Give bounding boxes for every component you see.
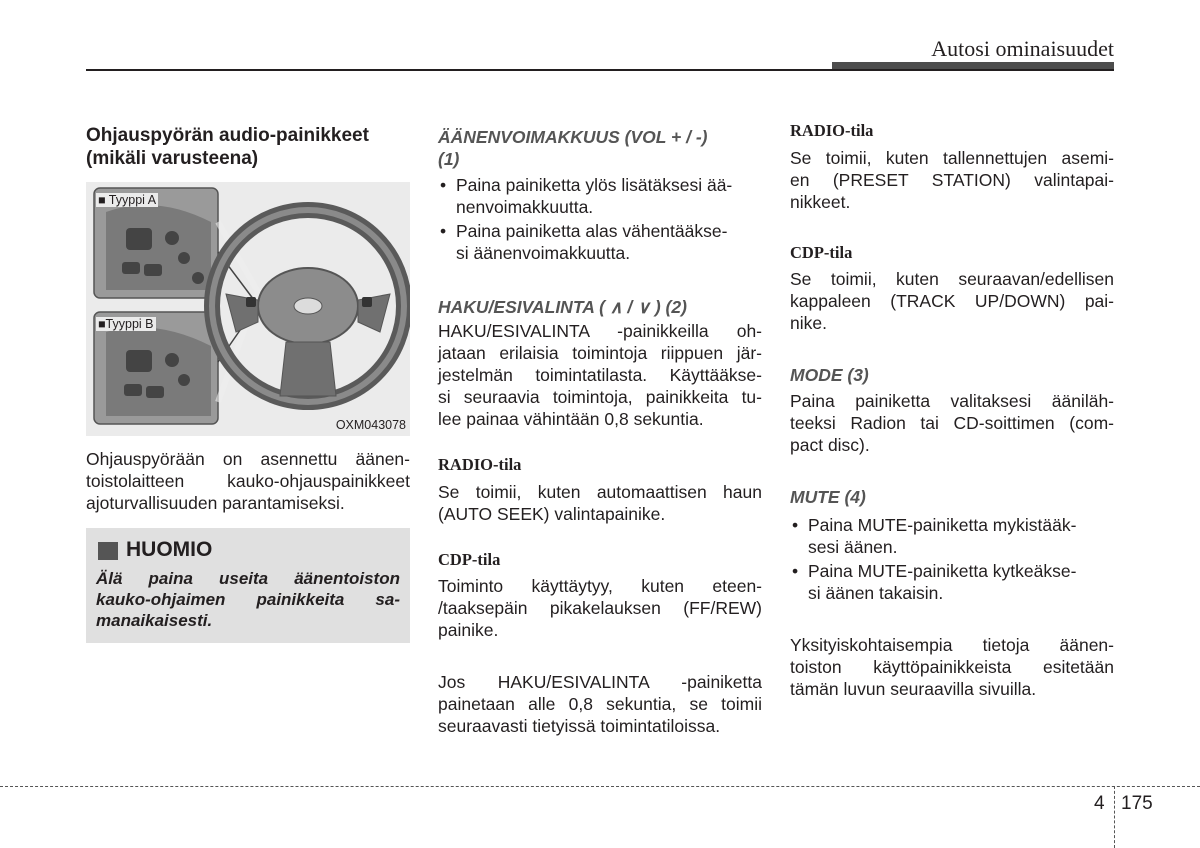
text-line: si äänenvoimakkuutta.	[456, 243, 631, 263]
text-line: Jos HAKU/ESIVALINTA -painiketta	[438, 672, 762, 692]
text-line: Paina painiketta valitaksesi ääniläh-	[790, 391, 1114, 411]
bullet-icon: •	[792, 561, 799, 581]
cdp-mode-heading: CDP-tila	[438, 550, 501, 569]
text-line: lee painaa vähintään 0,8 sekuntia.	[438, 409, 704, 429]
caution-line: Älä paina useita äänentoiston	[96, 569, 400, 588]
seek-paragraph	[438, 320, 762, 430]
radio-mode-heading: RADIO-tila	[438, 455, 522, 474]
text-line: nike.	[790, 313, 827, 333]
caution-title: HUOMIO	[126, 538, 213, 561]
text-line: Ohjauspyörään on asennettu äänen-	[86, 449, 410, 469]
text-line: si seuraavia toimintoja, painikkeita tu-	[438, 387, 762, 407]
radio-mode-paragraph	[790, 147, 1114, 213]
cdp-mode-paragraph	[438, 575, 762, 641]
cdp-mode-heading: CDP-tila	[790, 243, 853, 262]
radio-mode-heading: RADIO-tila	[790, 121, 874, 140]
section-heading-line-2: (mikäli varusteena)	[86, 148, 259, 169]
text-line: kappaleen (TRACK UP/DOWN) pai-	[790, 291, 1114, 311]
text-line: Toiminto käyttäytyy, kuten eteen-	[438, 576, 762, 596]
text-line: en (PRESET STATION) valintapai-	[790, 170, 1114, 190]
figure-code: OXM043078	[335, 418, 406, 432]
header-accent-bar	[832, 62, 1114, 69]
steering-wheel-figure	[86, 182, 410, 436]
caution-text	[96, 568, 400, 631]
text-line: painike.	[438, 620, 499, 640]
intro-paragraph	[86, 448, 410, 514]
vol-heading	[438, 126, 762, 170]
mode-paragraph	[790, 390, 1114, 456]
list-item	[790, 514, 1114, 558]
list-item	[790, 560, 1114, 604]
running-header: Autosi ominaisuudet	[931, 36, 1114, 61]
text-line: HAKU/ESIVALINTA -painikkeilla oh-	[438, 321, 762, 341]
vol-heading-line-2: (1)	[438, 149, 460, 169]
bullet-icon: •	[440, 175, 447, 195]
text-line: Paina MUTE-painiketta mykistääk-	[808, 515, 1077, 535]
short-press-paragraph	[438, 671, 762, 737]
page-number: 175	[1121, 793, 1153, 814]
text-line: pact disc).	[790, 435, 870, 455]
text-line: si äänen takaisin.	[808, 583, 944, 603]
figure-label-type-b: ■Tyyppi B	[98, 317, 154, 331]
footer-rule	[0, 786, 1200, 787]
caution-icon	[98, 542, 118, 560]
header-rule	[86, 69, 1114, 71]
figure-label-type-a: ■ Tyyppi A	[98, 193, 157, 207]
text-line: nikkeet.	[790, 192, 851, 212]
text-line: Se toimii, kuten seuraavan/edellisen	[790, 269, 1114, 289]
cdp-mode-paragraph	[790, 268, 1114, 334]
text-line: Yksityiskohtaisempia tietoja äänen-	[790, 635, 1114, 655]
seek-heading: HAKU/ESIVALINTA ( ∧ / ∨ ) (2)	[438, 297, 687, 317]
text-line: tämän luvun seuraavilla sivuilla.	[790, 679, 1037, 699]
text-line: toistolaitteen kauko-ohjauspainikkeet	[86, 471, 410, 491]
mute-heading: MUTE (4)	[790, 487, 866, 507]
chapter-number: 4	[1094, 793, 1105, 814]
caution-line: manaikaisesti.	[96, 611, 213, 630]
text-line: painetaan alle 0,8 sekuntia, se toimii	[438, 694, 762, 714]
text-line: toiston käyttöpainikkeista esitetään	[790, 657, 1114, 677]
text-line: Se toimii, kuten automaattisen haun	[438, 482, 762, 502]
section-heading	[86, 124, 369, 170]
caution-box	[86, 528, 410, 643]
text-line: sesi äänen.	[808, 537, 898, 557]
text-line: jataan erilaisia toimintoja riippuen jär-	[438, 343, 762, 363]
list-item	[438, 174, 762, 218]
steering-wheel-illustration	[86, 182, 410, 436]
text-line: nenvoimakkuutta.	[456, 197, 594, 217]
text-line: (AUTO SEEK) valintapainike.	[438, 504, 666, 524]
section-heading-line-1: Ohjauspyörän audio-painikkeet	[86, 125, 369, 146]
more-info-paragraph	[790, 634, 1114, 700]
radio-mode-paragraph	[438, 481, 762, 525]
text-line: /taaksepäin pikakelauksen (FF/REW)	[438, 598, 762, 618]
text-line: Paina painiketta ylös lisätäksesi ää-	[456, 175, 733, 195]
caution-line: kauko-ohjaimen painikkeita sa-	[96, 590, 400, 609]
mode-heading: MODE (3)	[790, 365, 869, 385]
text-line: Se toimii, kuten tallennettujen asemi-	[790, 148, 1114, 168]
vol-heading-line-1: ÄÄNENVOIMAKKUUS (VOL + / -)	[438, 127, 708, 147]
bullet-icon: •	[440, 221, 447, 241]
footer-divider	[1114, 786, 1115, 848]
bullet-icon: •	[792, 515, 799, 535]
list-item	[438, 220, 762, 264]
text-line: Paina MUTE-painiketta kytkeäkse-	[808, 561, 1077, 581]
text-line: Paina painiketta alas vähentääkse-	[456, 221, 728, 241]
text-line: seuraavasti tietyissä toimintatiloissa.	[438, 716, 721, 736]
text-line: jestelmän toimintatilasta. Käyttääkse-	[438, 365, 762, 385]
text-line: ajoturvallisuuden parantamiseksi.	[86, 493, 345, 513]
text-line: teeksi Radion tai CD-soittimen (com-	[790, 413, 1114, 433]
